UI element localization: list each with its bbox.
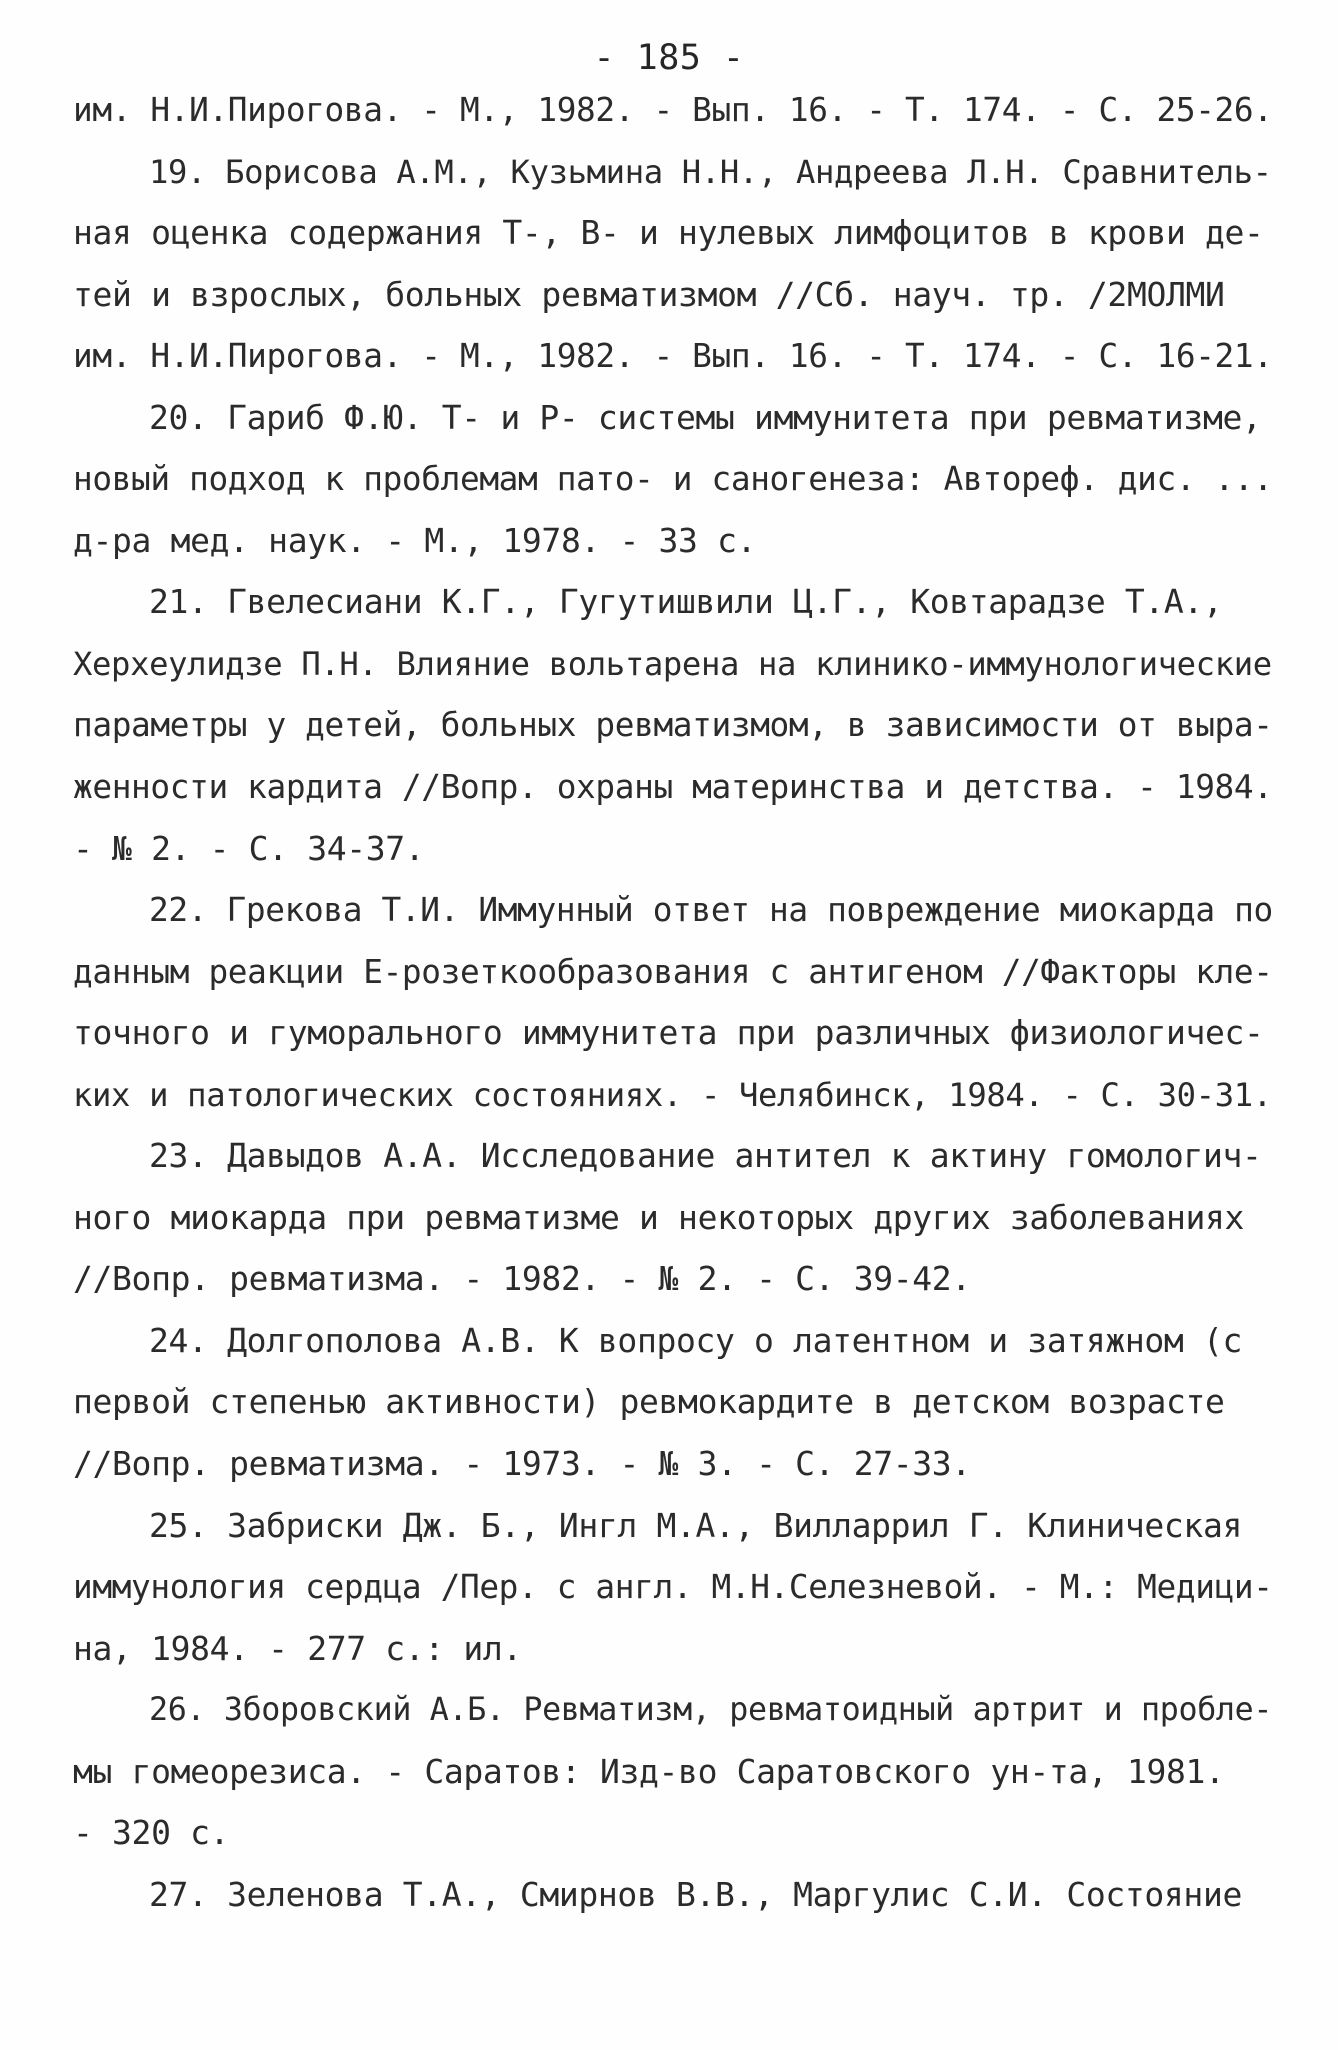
text-line: 22. Грекова Т.И. Иммунный ответ на повреждение миокарда по xyxy=(149,891,1273,930)
text-line: 19. Борисова А.М., Кузьмина Н.Н., Андреева Л.Н. Сравнитель- xyxy=(149,152,1272,191)
reference-list xyxy=(73,80,1273,1926)
text-line: женности кардита //Вопр. охраны материнства и детства. - 1984. xyxy=(73,768,1273,807)
text-line: - 320 с. xyxy=(73,1813,230,1853)
text-line: 24. Долгополова А.В. К вопросу о латентном и затяжном (с xyxy=(149,1320,1242,1360)
text-line: новый подход к проблемам пато- и саногенеза: Автореф. дис. ... xyxy=(73,460,1273,499)
text-line: Херхеулидзе П.Н. Влияние вольтарена на клинико-иммунологические xyxy=(73,644,1272,683)
text-line: 23. Давыдов А.А. Исследование антител к актину гомологич- xyxy=(149,1136,1262,1176)
text-line: 20. Гариб Ф.Ю. Т- и Р- системы иммунитета при ревматизме, xyxy=(149,397,1262,437)
text-line: на, 1984. - 277 с.: ил. xyxy=(73,1628,522,1668)
text-line: иммунология сердца /Пер. с англ. М.Н.Селезневой. - М.: Медици- xyxy=(73,1568,1273,1607)
text-line: тей и взрослых, больных ревматизмом //Сб. науч. тр. /2МОЛМИ xyxy=(73,274,1225,314)
page-number: - 185 - xyxy=(593,38,745,78)
text-line: 25. Забриски Дж. Б., Ингл М.А., Вилларрил Г. Клиническая xyxy=(149,1505,1242,1545)
text-line: - № 2. - С. 34-37. xyxy=(73,828,425,868)
text-line: 26. Зборовский А.Б. Ревматизм, ревматоидный артрит и пробле- xyxy=(149,1692,1273,1729)
text-line: данным реакции Е-розеткообразования с антигеном //Факторы кле- xyxy=(73,952,1273,991)
text-line: ная оценка содержания Т-, В- и нулевых лимфоцитов в крови де- xyxy=(73,213,1264,253)
text-line: ного миокарда при ревматизме и некоторых других заболеваниях xyxy=(73,1197,1245,1237)
text-line: мы гомеорезиса. - Саратов: Изд-во Саратовского ун-та, 1981. xyxy=(73,1751,1225,1791)
text-line: //Вопр. ревматизма. - 1973. - № 3. - С. 27-33. xyxy=(73,1444,971,1484)
text-line: 27. Зеленова Т.А., Смирнов В.В., Маргулис С.И. Состояние xyxy=(149,1874,1242,1914)
text-line: первой степенью активности) ревмокардите в детском возрасте xyxy=(73,1382,1225,1422)
text-line: д-ра мед. наук. - М., 1978. - 33 с. xyxy=(73,520,757,560)
text-line: точного и гуморального иммунитета при различных физиологичес- xyxy=(73,1013,1264,1053)
text-line: 21. Гвелесиани К.Г., Гугутишвили Ц.Г., Ковтарадзе Т.А., xyxy=(149,582,1223,622)
text-line: им. Н.И.Пирогова. - М., 1982. - Вып. 16. - Т. 174. - С. 25-26. xyxy=(73,91,1273,129)
text-line: //Вопр. ревматизма. - 1982. - № 2. - С. 39-42. xyxy=(73,1259,971,1299)
text-line: им. Н.И.Пирогова. - М., 1982. - Вып. 16. - Т. 174. - С. 16-21. xyxy=(73,337,1273,376)
text-line: параметры у детей, больных ревматизмом, в зависимости от выра- xyxy=(73,706,1273,745)
text-line: ких и патологических состояниях. - Челябинск, 1984. - С. 30-31. xyxy=(73,1075,1272,1114)
